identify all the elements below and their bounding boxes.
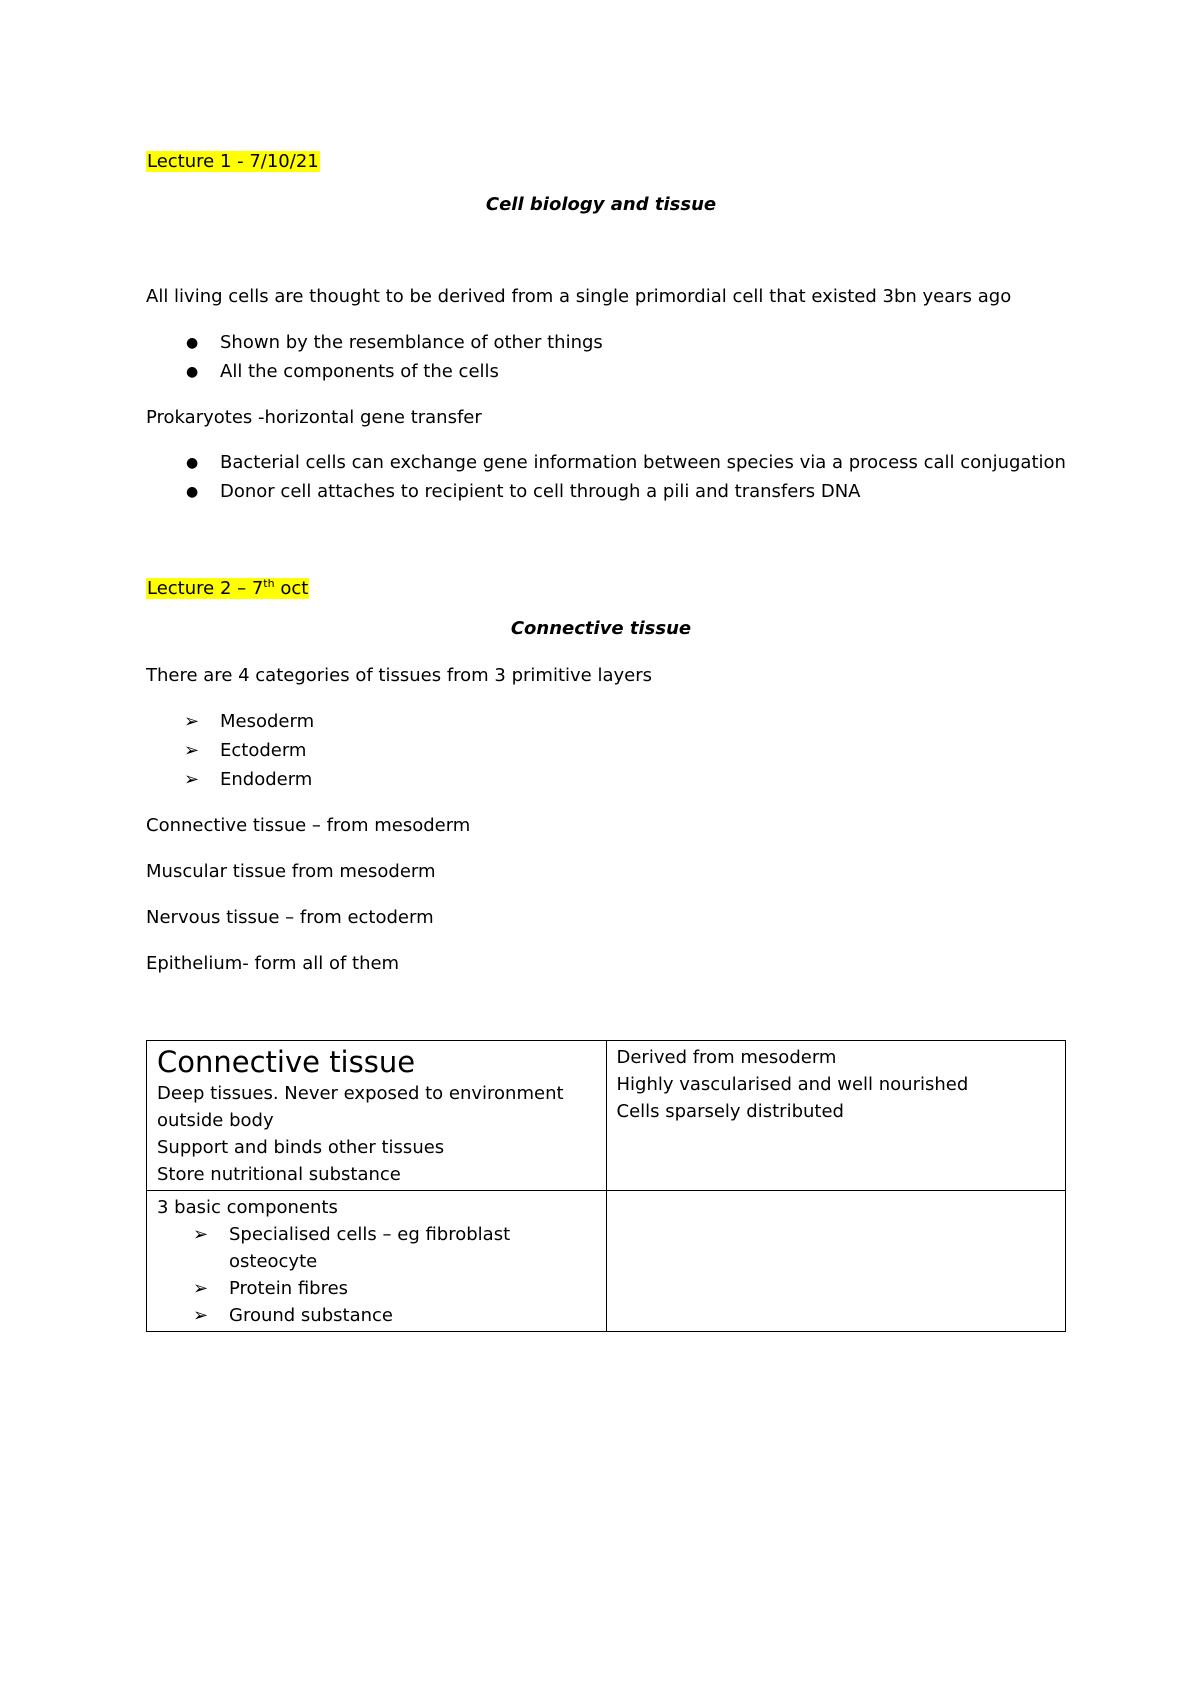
tissue-line: Nervous tissue – from ectoderm xyxy=(146,907,434,928)
disc-bullet-icon: ● xyxy=(186,455,199,471)
prokaryotes-heading: Prokaryotes -horizontal gene transfer xyxy=(146,407,482,428)
arrow-bullet-icon: ➢ xyxy=(184,711,200,732)
lecture-2-intro: There are 4 categories of tissues from 3 primitive layers xyxy=(146,665,653,686)
table-cell-line: Store nutritional substance xyxy=(157,1164,401,1185)
lecture-1-heading xyxy=(146,150,320,174)
list-item xyxy=(146,768,1046,792)
list-item xyxy=(146,331,1046,355)
table-cell xyxy=(147,1041,607,1191)
table-cell-heading: Connective tissue xyxy=(157,1045,416,1079)
list-item-text: Protein fibres xyxy=(229,1278,349,1299)
disc-bullet-icon: ● xyxy=(186,484,199,500)
table-row xyxy=(147,1191,1066,1332)
list-item-text: Shown by the resemblance of other things xyxy=(220,332,603,353)
arrow-bullet-icon: ➢ xyxy=(193,1305,209,1326)
list-item-text: Ectoderm xyxy=(220,740,307,761)
list-item-text: Endoderm xyxy=(220,769,313,790)
list-item-text: All the components of the cells xyxy=(220,361,499,382)
disc-bullet-icon: ● xyxy=(186,364,199,380)
lecture-2-heading-text: Lecture 2 – 7th oct xyxy=(147,577,309,599)
tissue-line: Connective tissue – from mesoderm xyxy=(146,815,471,836)
table-cell-line: Derived from mesoderm xyxy=(616,1047,837,1068)
table-cell-empty xyxy=(606,1191,1066,1332)
list-item-text: Donor cell attaches to recipient to cell through a pili and transfers DNA xyxy=(220,481,861,502)
table-cell-line: Highly vascularised and well nourished xyxy=(616,1074,969,1095)
table-cell xyxy=(606,1041,1066,1191)
connective-tissue-table xyxy=(146,1040,1066,1332)
lecture-1-heading-text: Lecture 1 - 7/10/21 xyxy=(147,151,319,172)
lecture-1-intro: All living cells are thought to be derived from a single primordial cell that existed 3bn years ago xyxy=(146,286,1012,307)
list-item-text: Specialised cells – eg fibroblast osteocyte xyxy=(229,1224,511,1272)
lecture-1-title: Cell biology and tissue xyxy=(485,194,717,215)
arrow-bullet-icon: ➢ xyxy=(184,740,200,761)
disc-bullet-icon: ● xyxy=(186,335,199,351)
list-item xyxy=(146,739,1046,763)
list-item xyxy=(146,710,1046,734)
lecture-2-heading xyxy=(146,572,309,601)
list-item xyxy=(157,1275,596,1302)
list-item xyxy=(146,480,1046,504)
list-item-text: Bacterial cells can exchange gene information between species via a process call conjugation xyxy=(220,452,1066,473)
table-cell-line: Support and binds other tissues xyxy=(157,1137,445,1158)
table-cell xyxy=(147,1191,607,1332)
list-item xyxy=(146,451,1066,475)
tissue-line: Muscular tissue from mesoderm xyxy=(146,861,436,882)
tissue-line: Epithelium- form all of them xyxy=(146,953,400,974)
lecture-2-title: Connective tissue xyxy=(510,618,692,639)
list-item xyxy=(146,360,1046,384)
list-item-text: Mesoderm xyxy=(220,711,315,732)
table-cell-line: Deep tissues. Never exposed to environment outside body xyxy=(157,1083,564,1131)
list-item xyxy=(157,1302,596,1329)
arrow-bullet-icon: ➢ xyxy=(193,1224,209,1245)
arrow-bullet-icon: ➢ xyxy=(184,769,200,790)
list-item-text: Ground substance xyxy=(229,1305,393,1326)
table-cell-line: Cells sparsely distributed xyxy=(616,1101,844,1122)
table-cell-heading: 3 basic components xyxy=(157,1197,338,1218)
arrow-bullet-icon: ➢ xyxy=(193,1278,209,1299)
table-row xyxy=(147,1041,1066,1191)
list-item xyxy=(157,1221,596,1275)
